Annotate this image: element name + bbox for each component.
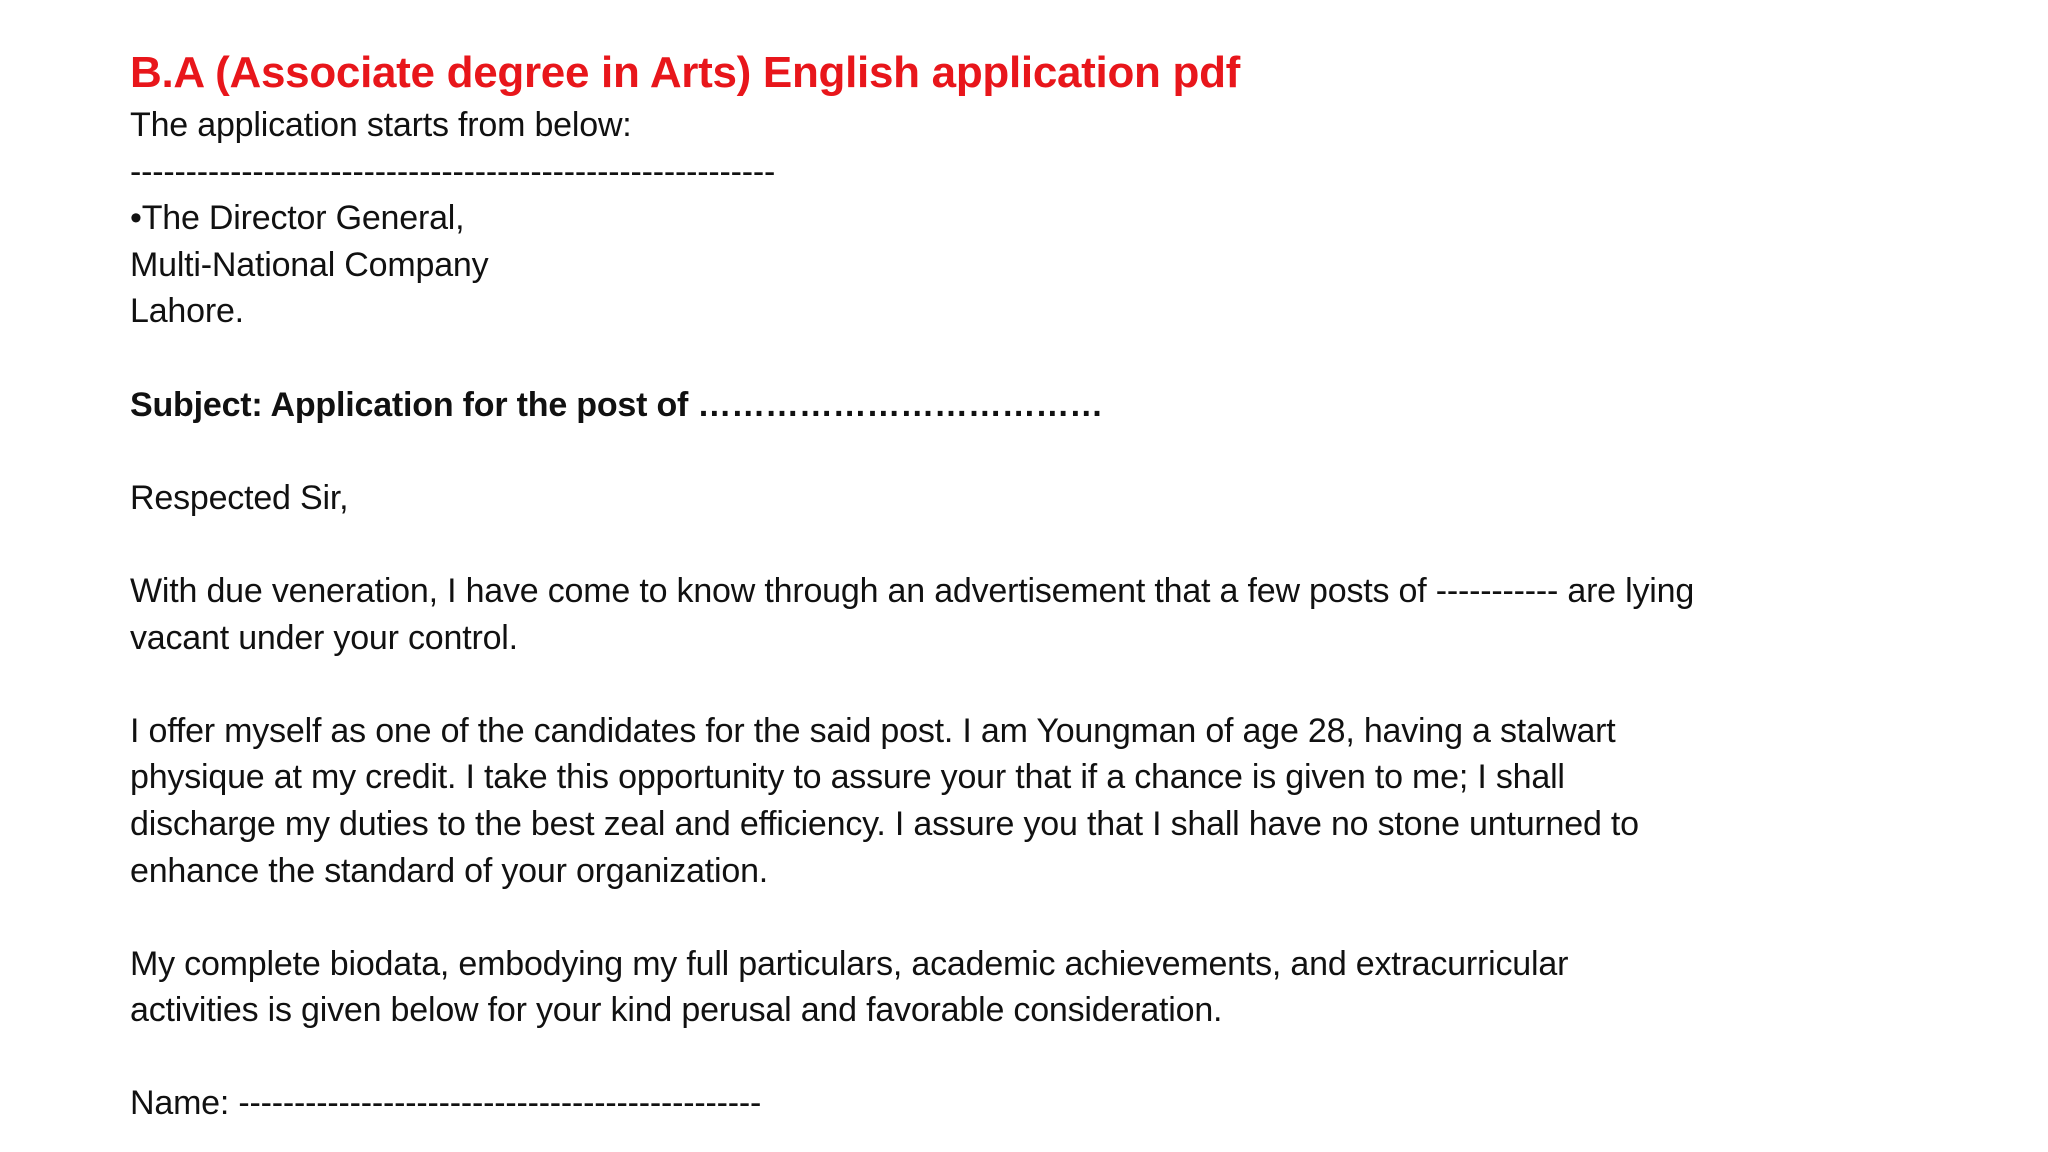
spacer: [130, 521, 1990, 568]
paragraph-1-line-2: vacant under your control.: [130, 618, 518, 657]
separator-line: ----------------------------------------------------------: [130, 152, 776, 191]
salutation: Respected Sir,: [130, 478, 349, 517]
address-line-3: Lahore.: [130, 292, 244, 331]
paragraph-3-line-2: activities is given below for your kind perusal and favorable consideration.: [130, 991, 1223, 1030]
spacer: [130, 428, 1990, 475]
address-line-2: Multi-National Company: [130, 245, 489, 284]
intro-text: The application starts from below:: [130, 106, 632, 144]
paragraph-2-line-2: physique at my credit. I take this opportunity to assure your that if a chance is given to me; I shall: [130, 758, 1565, 797]
spacer: [130, 894, 1990, 941]
paragraph-2-line-4: enhance the standard of your organization.: [130, 851, 769, 890]
name-field: Name: -----------------------------------------------: [130, 1084, 762, 1123]
paragraph-2: [130, 708, 1990, 894]
paragraph-2-line-3: discharge my duties to the best zeal and efficiency. I assure you that I shall have no stone unturned to: [130, 804, 1639, 843]
paragraph-2-line-1: I offer myself as one of the candidates for the said post. I am Youngman of age 28, having a stalwart: [130, 711, 1616, 750]
spacer: [130, 335, 1990, 382]
spacer: [130, 661, 1990, 708]
recipient-address: [130, 195, 1990, 335]
document-title: B.A (Associate degree in Arts) English application pdf: [130, 48, 1241, 97]
address-line-1: •The Director General,: [130, 199, 465, 238]
paragraph-3-line-1: My complete biodata, embodying my full particulars, academic achievements, and extracurricular: [130, 944, 1569, 983]
spacer: [130, 1034, 1990, 1081]
document-body: [130, 44, 1990, 1127]
subject-line: Subject: Application for the post of ………………………………: [130, 385, 1104, 424]
paragraph-1-line-1: With due veneration, I have come to know through an advertisement that a few posts of ----------- are lying: [130, 571, 1695, 610]
paragraph-1: [130, 568, 1990, 661]
paragraph-3: [130, 941, 1990, 1034]
